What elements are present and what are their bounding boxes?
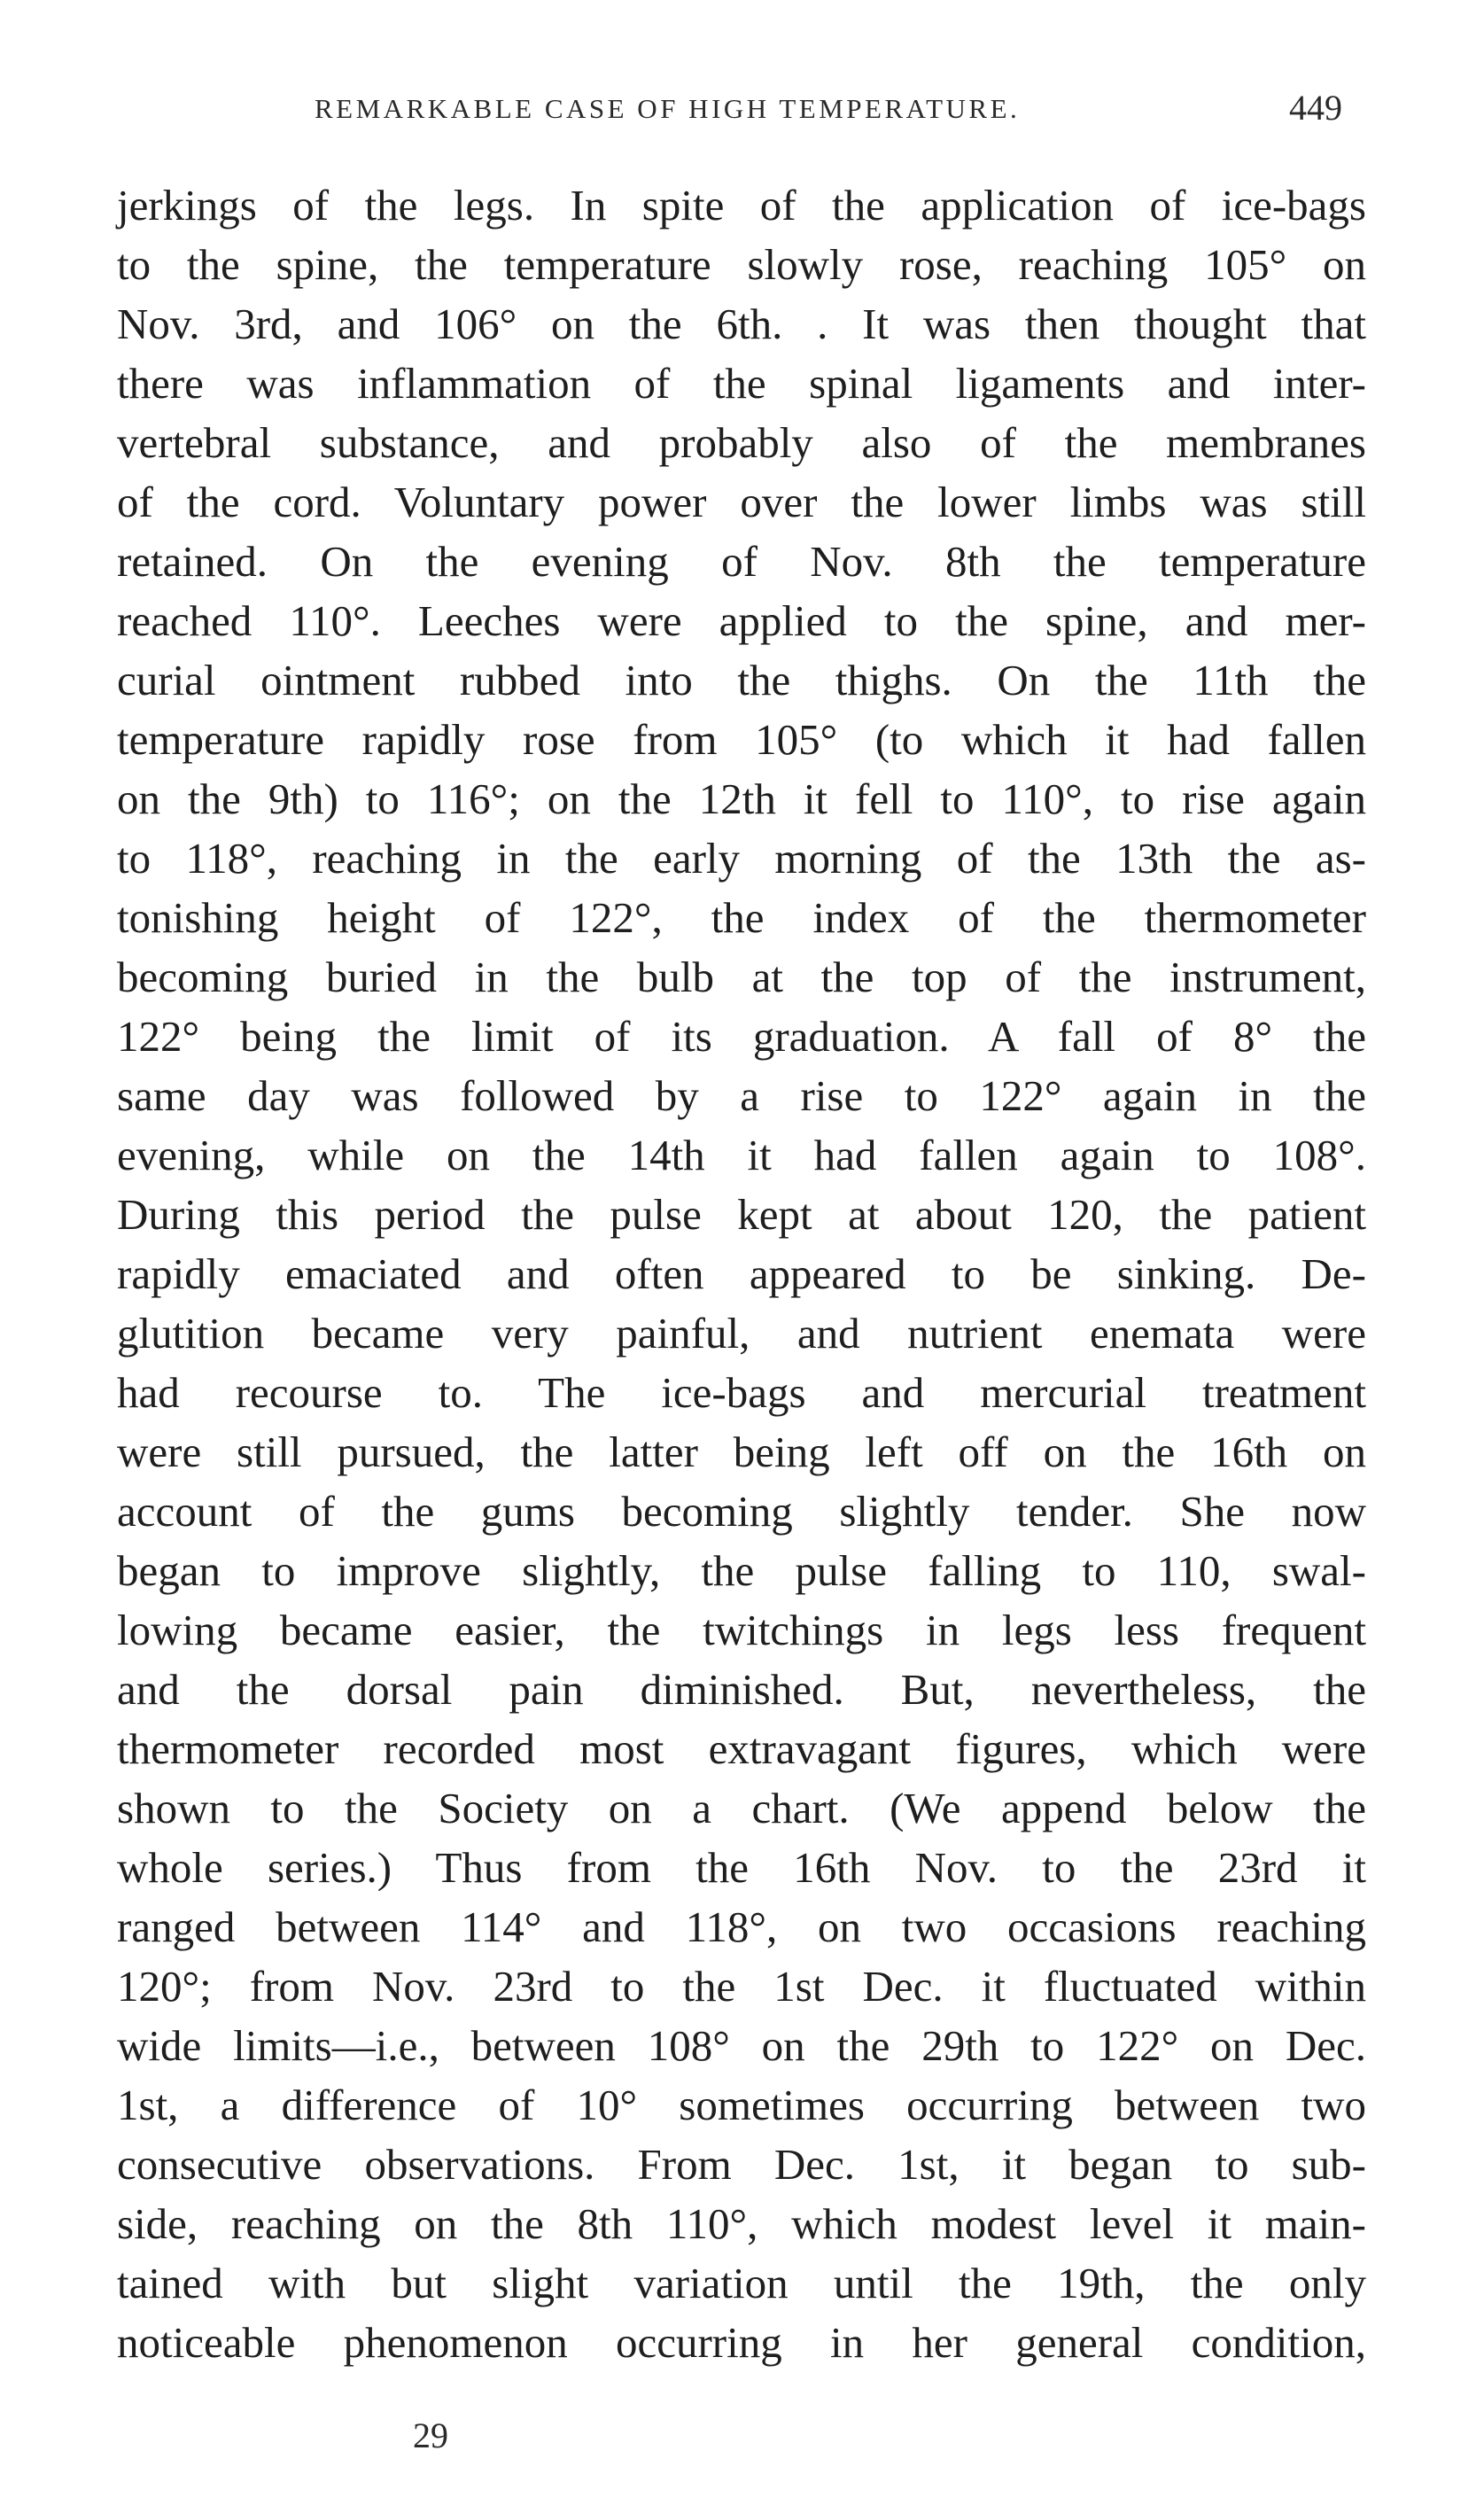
text-line: rapidly emaciated and often appeared to be sinking. De- [117, 1249, 1366, 1298]
text-line: During this period the pulse kept at about 120, the patient [117, 1190, 1366, 1239]
text-line: and the dorsal pain diminished. But, nevertheless, the [117, 1665, 1366, 1714]
text-line: account of the gums becoming slightly tender. She now [117, 1487, 1366, 1536]
text-line: 120°; from Nov. 23rd to the 1st Dec. it fluctuated within [117, 1962, 1366, 2011]
text-line: tained with but slight variation until the 19th, the only [117, 2259, 1366, 2307]
text-line: evening, while on the 14th it had fallen again to 108°. [117, 1131, 1366, 1179]
text-line: 122° being the limit of its graduation. A fall of 8° the [117, 1012, 1366, 1061]
text-line: shown to the Society on a chart. (We append below the [117, 1784, 1366, 1832]
text-line: temperature rapidly rose from 105° (to which it had fallen [117, 715, 1366, 764]
page-number: 449 [1289, 88, 1342, 128]
text-line: becoming buried in the bulb at the top of the instrument, [117, 953, 1366, 1001]
text-line: on the 9th) to 116°; on the 12th it fell to 110°, to rise again [117, 774, 1366, 823]
text-line: 1st, a difference of 10° sometimes occurring between two [117, 2081, 1366, 2129]
text-line: to 118°, reaching in the early morning of the 13th the as- [117, 834, 1366, 883]
text-line: thermometer recorded most extravagant figures, which were [117, 1724, 1366, 1773]
text-line: wide limits—i.e., between 108° on the 29th to 122° on Dec. [117, 2021, 1366, 2070]
text-line: curial ointment rubbed into the thighs. On the 11th the [117, 656, 1366, 704]
body-text [117, 175, 1366, 2372]
text-line: jerkings of the legs. In spite of the application of ice-bags [117, 181, 1366, 229]
text-line: whole series.) Thus from the 16th Nov. to the 23rd it [117, 1843, 1366, 1892]
text-line: to the spine, the temperature slowly rose, reaching 105° on [117, 240, 1366, 289]
text-line: consecutive observations. From Dec. 1st, it began to sub- [117, 2140, 1366, 2189]
text-line: were still pursued, the latter being left off on the 16th on [117, 1428, 1366, 1476]
running-head: REMARKABLE CASE OF HIGH TEMPERATURE. [315, 93, 1021, 124]
text-line: of the cord. Voluntary power over the lower limbs was still [117, 478, 1366, 526]
text-line: glutition became very painful, and nutrient enemata were [117, 1309, 1366, 1358]
text-line: side, reaching on the 8th 110°, which modest level it main- [117, 2199, 1366, 2248]
text-line: there was inflammation of the spinal ligaments and inter- [117, 359, 1366, 408]
text-line: noticeable phenomenon occurring in her general condition, [117, 2318, 1366, 2367]
text-line: Nov. 3rd, and 106° on the 6th. . It was then thought that [117, 300, 1366, 348]
text-line: had recourse to. The ice-bags and mercurial treatment [117, 1368, 1366, 1417]
text-line: retained. On the evening of Nov. 8th the temperature [117, 537, 1366, 586]
signature-mark: 29 [413, 2416, 448, 2455]
text-line: same day was followed by a rise to 122° again in the [117, 1071, 1366, 1120]
text-line: lowing became easier, the twitchings in legs less frequent [117, 1606, 1366, 1654]
text-line: began to improve slightly, the pulse falling to 110, swal- [117, 1546, 1366, 1595]
text-line: reached 110°. Leeches were applied to the spine, and mer- [117, 596, 1366, 645]
text-line: vertebral substance, and probably also of the membranes [117, 418, 1366, 467]
text-line: ranged between 114° and 118°, on two occasions reaching [117, 1902, 1366, 1951]
text-line: tonishing height of 122°, the index of the thermometer [117, 893, 1366, 942]
